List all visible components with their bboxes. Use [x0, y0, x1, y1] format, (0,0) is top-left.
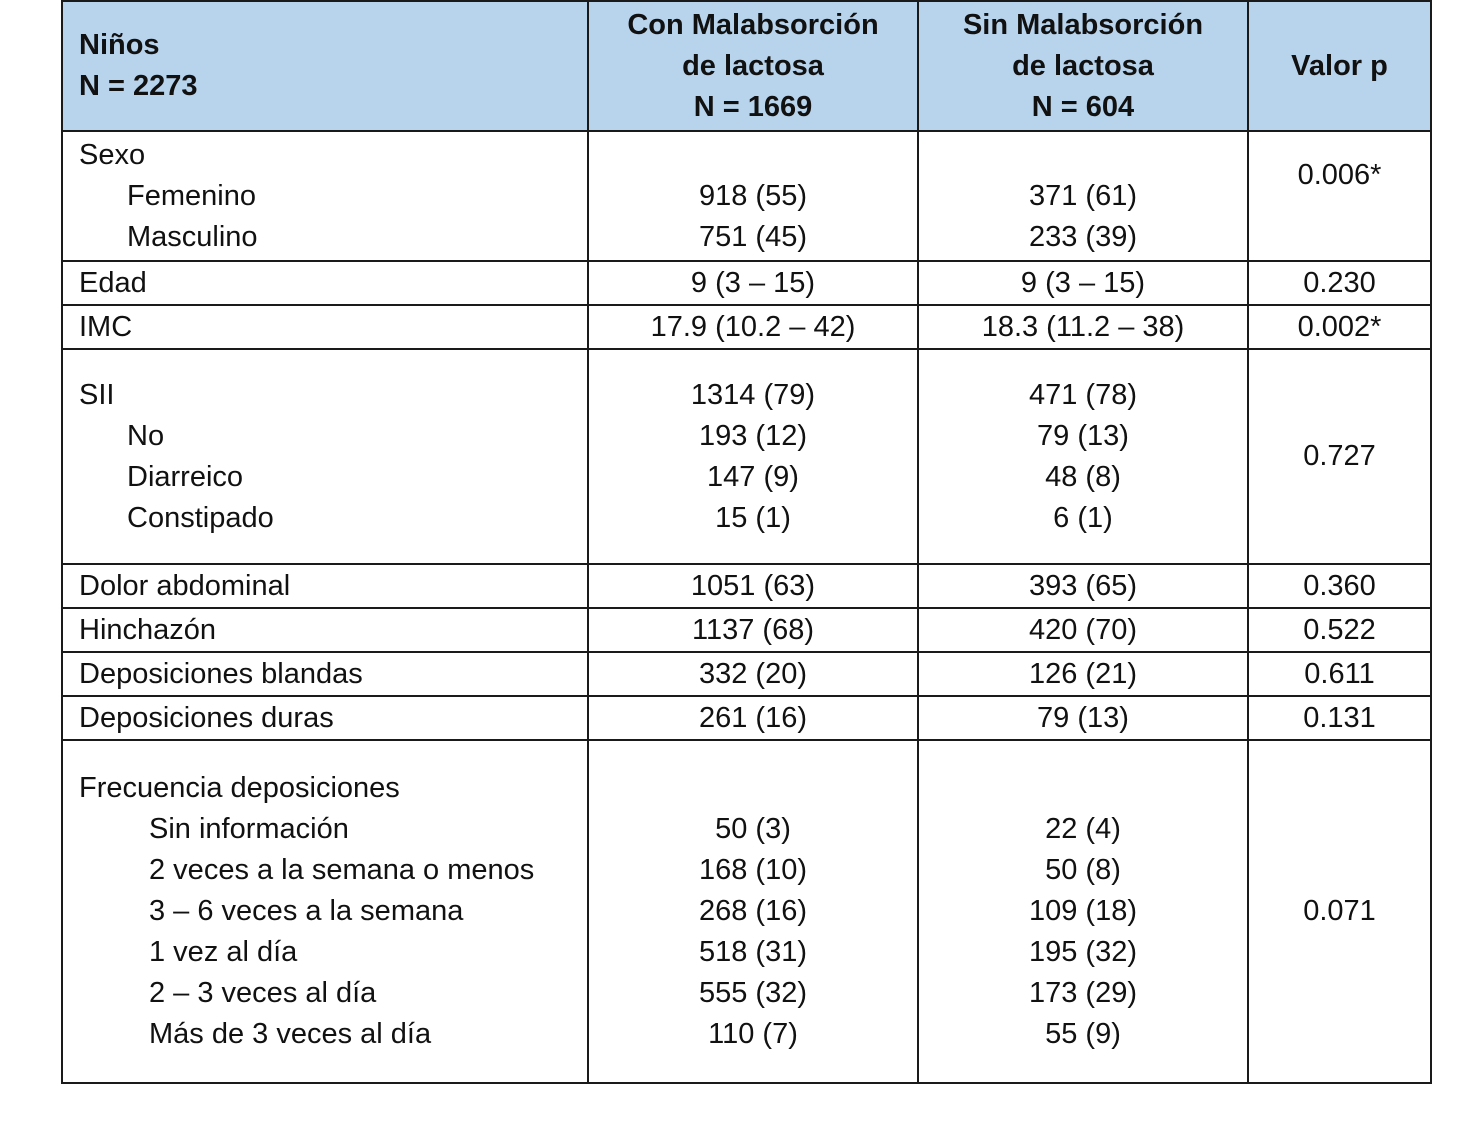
- header-valor-p: Valor p: [1248, 1, 1431, 131]
- row-sexo: [62, 131, 1431, 261]
- cell-con: 332 (20): [588, 652, 918, 696]
- cell-con: 1314 (79) 193 (12) 147 (9) 15 (1): [588, 349, 918, 564]
- header-row: [62, 1, 1431, 131]
- cell-p: 0.727: [1248, 349, 1431, 564]
- cell-p: 0.131: [1248, 696, 1431, 740]
- cell-con: 918 (55) 751 (45): [588, 131, 918, 261]
- cell-con: 1137 (68): [588, 608, 918, 652]
- header-ninos: Niños N = 2273: [62, 1, 588, 131]
- row-hinchazon: [62, 608, 1431, 652]
- row-deposiciones-blandas: [62, 652, 1431, 696]
- cell-con: 9 (3 – 15): [588, 261, 918, 305]
- results-table: [61, 0, 1432, 1084]
- cell-sin: 79 (13): [918, 696, 1248, 740]
- cell-sin: 471 (78) 79 (13) 48 (8) 6 (1): [918, 349, 1248, 564]
- cell-p: 0.611: [1248, 652, 1431, 696]
- cell-p: 0.230: [1248, 261, 1431, 305]
- cell-p: 0.002*: [1248, 305, 1431, 349]
- row-label: Sexo Femenino Masculino: [62, 131, 588, 261]
- cell-p: 0.071: [1248, 740, 1431, 1083]
- row-label: Hinchazón: [62, 608, 588, 652]
- row-label: Deposiciones duras: [62, 696, 588, 740]
- cell-con: 261 (16): [588, 696, 918, 740]
- header-sin-malabsorcion: Sin Malabsorción de lactosa N = 604: [918, 1, 1248, 131]
- cell-con: 17.9 (10.2 – 42): [588, 305, 918, 349]
- cell-sin: 126 (21): [918, 652, 1248, 696]
- row-label: Frecuencia deposiciones Sin información 2 veces a la semana o menos 3 – 6 veces a la semana 1 vez al día 2 – 3 veces al día Más de 3 veces al día: [62, 740, 588, 1083]
- cell-sin: 9 (3 – 15): [918, 261, 1248, 305]
- row-deposiciones-duras: [62, 696, 1431, 740]
- row-label: Deposiciones blandas: [62, 652, 588, 696]
- row-label: Dolor abdominal: [62, 564, 588, 608]
- cell-sin: 420 (70): [918, 608, 1248, 652]
- row-label: IMC: [62, 305, 588, 349]
- cell-con: 1051 (63): [588, 564, 918, 608]
- cell-sin: 22 (4) 50 (8) 109 (18) 195 (32) 173 (29) 55 (9): [918, 740, 1248, 1083]
- cell-p: 0.360: [1248, 564, 1431, 608]
- row-label: Edad: [62, 261, 588, 305]
- row-label: SII No Diarreico Constipado: [62, 349, 588, 564]
- row-frecuencia-deposiciones: [62, 740, 1431, 1083]
- cell-sin: 18.3 (11.2 – 38): [918, 305, 1248, 349]
- cell-p: 0.006*: [1248, 131, 1431, 261]
- cell-p: 0.522: [1248, 608, 1431, 652]
- row-edad: [62, 261, 1431, 305]
- cell-sin: 393 (65): [918, 564, 1248, 608]
- row-sii: [62, 349, 1431, 564]
- cell-con: 50 (3) 168 (10) 268 (16) 518 (31) 555 (32) 110 (7): [588, 740, 918, 1083]
- row-dolor-abdominal: [62, 564, 1431, 608]
- cell-sin: 371 (61) 233 (39): [918, 131, 1248, 261]
- row-imc: [62, 305, 1431, 349]
- header-con-malabsorcion: Con Malabsorción de lactosa N = 1669: [588, 1, 918, 131]
